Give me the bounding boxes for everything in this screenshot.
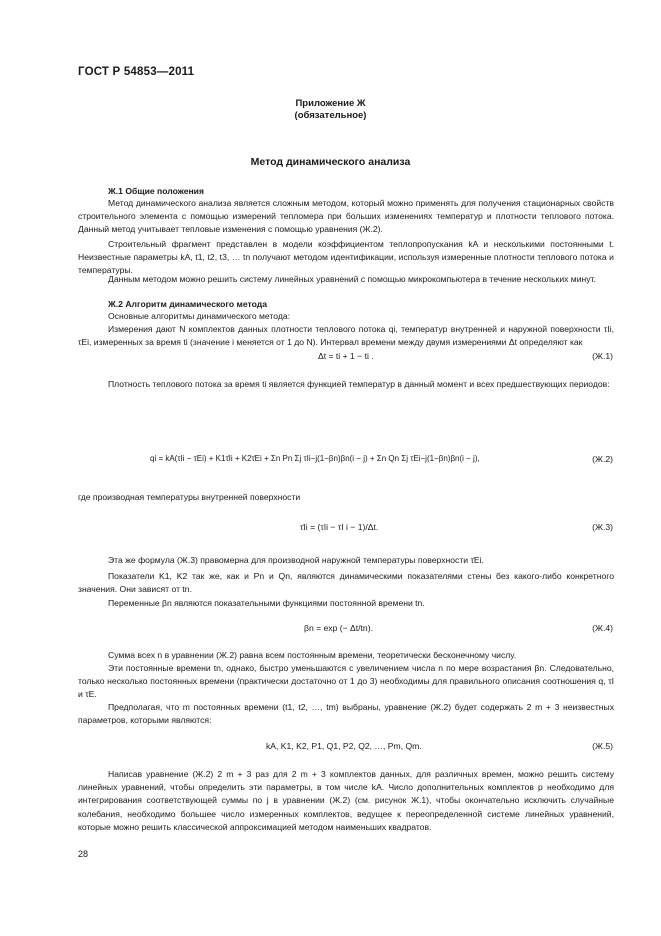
equation-formula: τ̇Ii = (τIi − τI i − 1)/Δt. [300, 522, 379, 532]
paragraph-text: Основные алгоритмы динамического метода: [108, 311, 291, 321]
paragraph [78, 378, 614, 391]
paragraph-text: где производная температуры внутренней поверхности [78, 492, 301, 502]
paragraph-text: Плотность теплового потока за время ti является функцией температур в данный момент и всех предшествующих периодов: [108, 379, 610, 389]
paragraph-text: Эта же формула (Ж.3) правомерна для производной наружной температуры поверхности τ̇Ei. [108, 555, 484, 565]
paragraph [78, 701, 614, 727]
paragraph-text: Написав уравнение (Ж.2) 2 m + 3 раз для 2 m + 3 комплектов данных, для различных времен, можно решить систему линейных уравнений, чтобы определить эти параметры, в том числе kA. Число дополнительных комплектов p необходимо для интегрирования соответствующей суммы по j в уравнении (Ж.2) (см. рисунок Ж.1), чтобы окончательно исключить случайные колебания, необходимо большее число измеренных комплектов, ведущее к переопределенной системе линейных уравнений, которые можно решить классической аппроксимацией методом наименьших квадратов. [78, 769, 614, 832]
paragraph [78, 197, 614, 237]
section-heading-2: Ж.2 Алгоритм динамического метода [108, 299, 268, 309]
annex-status: (обязательное) [294, 110, 367, 121]
paragraph [78, 310, 614, 323]
page-number: 28 [78, 849, 89, 859]
equation-formula: kA, K1, K2, P1, Q1, P2, Q2, …, Pm, Qm. [266, 741, 422, 751]
equation-number: (Ж.4) [592, 623, 613, 633]
paragraph [78, 554, 614, 567]
paragraph-text: Эти постоянные времени tn, однако, быстро уменьшаются с увеличением числа n по мере возрастания βn. Следовательно, только несколько постоянных времени (практически достаточно от 1 до 3) необходимы для правильного описания соотношения q, τI и τE. [78, 663, 614, 700]
paragraph-text: Измерения дают N комплектов данных плотности теплового потока qi, температур внутренней и наружной поверхности τIi, τEi, измеренных за время ti (значение i меняется от 1 до N). Интервал времени между двумя измерениями Δt определяют как [78, 324, 614, 348]
paragraph-text: Показатели K1, K2 так же, как и Pn и Qn, являются динамическими показателями стены без какого-либо конкретного значения. Они зависят от tn. [78, 571, 614, 595]
paragraph-text: Данным методом можно решить систему линейных уравнений с помощью микрокомпьютера в течение нескольких минут. [108, 274, 596, 284]
equation-number: (Ж.2) [592, 454, 613, 464]
equation-number: (Ж.5) [592, 741, 613, 751]
paragraph-text: Предполагая, что m постоянных времени (t1, t2, …, tm) выбраны, уравнение (Ж.2) будет содержать 2 m + 3 неизвестных параметров, которыми являются: [78, 702, 614, 726]
section-heading-1: Ж.1 Общие положения [108, 186, 204, 196]
paragraph [78, 491, 614, 504]
paragraph [78, 597, 614, 610]
paragraph [78, 238, 614, 278]
paragraph [78, 323, 614, 349]
page-title: Метод динамического анализа [250, 156, 411, 168]
paragraph [78, 662, 614, 702]
paragraph-text: Переменные βn являются показательными функциями постоянной времени tn. [108, 598, 425, 608]
document-header: ГОСТ Р 54853—2011 [78, 66, 195, 78]
paragraph [78, 570, 614, 596]
paragraph [78, 768, 614, 834]
equation-formula: Δt = ti + 1 − ti . [318, 351, 374, 361]
paragraph-text: Метод динамического анализа является сложным методом, который можно применять для получения стационарных свойств строительного элемента с помощью измерений тепломера при больших изменениях температур и плотности теплового потока. Данный метод учитывает тепловые изменения с помощью уравнения (Ж.2). [78, 198, 614, 235]
annex-title: Приложение Ж [295, 98, 366, 109]
paragraph-text: Сумма всех n в уравнении (Ж.2) равна всем постоянным времени, теоретически бесконечному числу. [108, 650, 517, 660]
equation-formula: qi = kA(τIi − τEi) + K1τ̇Ii + K2τ̇Ei + Σn Pn Σj τIi−j(1−βn)βn(i − j) + Σn Qn Σj τEi−j(1−βn)βn(i − j), [150, 454, 480, 463]
paragraph [78, 273, 614, 286]
equation-number: (Ж.1) [592, 351, 613, 361]
equation-number: (Ж.3) [592, 522, 613, 532]
paragraph [78, 649, 614, 662]
paragraph-text: Строительный фрагмент представлен в модели коэффициентом теплопропускания kA и несколькими постоянными t. Неизвестные параметры kA, t1, t2, t3, … tn получают методом идентификации, используя измеренные плотности теплового потока и температуры. [78, 239, 614, 276]
equation-formula: βn = exp (− Δt/tn). [304, 623, 373, 633]
